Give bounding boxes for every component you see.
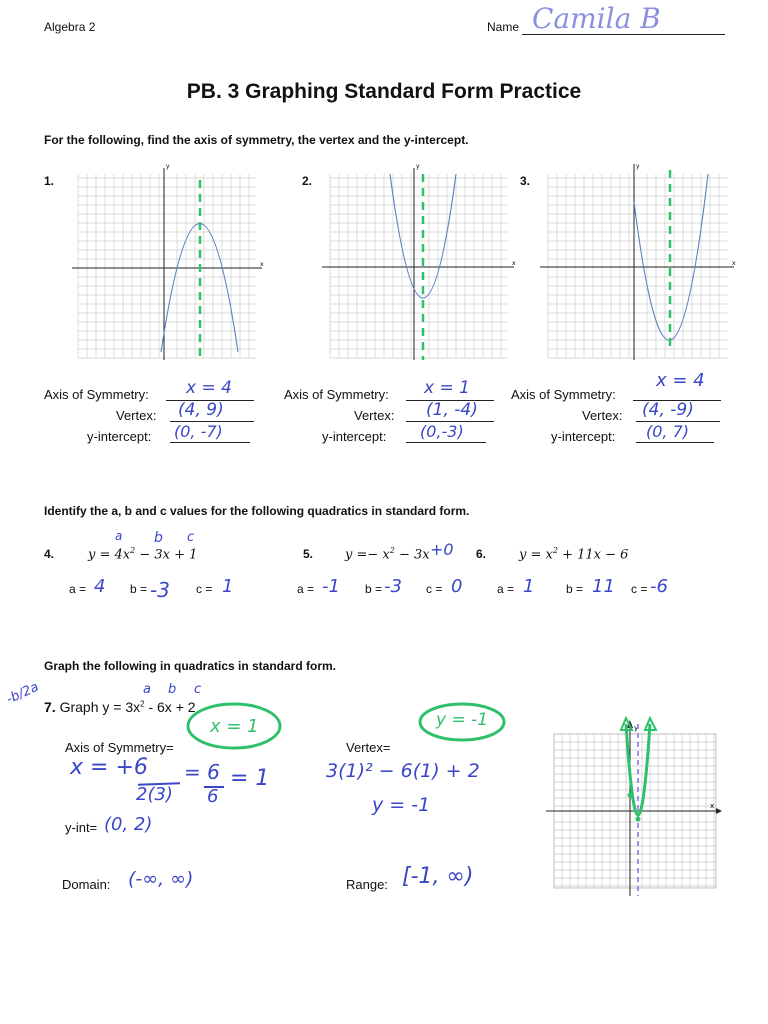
problem-6-b-answer: 11	[592, 576, 615, 597]
problem-4-b-label: b =	[130, 582, 148, 596]
domain-label: Domain:	[62, 877, 111, 892]
problem-3-yint-line	[636, 442, 714, 443]
graph-2-y-label: y	[416, 163, 420, 170]
range-answer: [-1, ∞)	[402, 864, 474, 889]
graph-2-x-label: x	[512, 260, 516, 267]
problem-3-number: 3.	[520, 174, 531, 188]
problem-4-annot-c: c	[187, 530, 195, 545]
problem-5-a-label: a =	[297, 582, 315, 596]
graph-3	[538, 160, 738, 365]
problem-1-axis-label: Axis of Symmetry:	[44, 387, 149, 402]
problem-2-vertex-label: Vertex:	[354, 408, 395, 423]
problem-7-prompt: 7. Graph $y = 3x^2 - 6x + 2$	[44, 699, 196, 715]
problem-1-number: 1.	[44, 174, 55, 188]
problem-1-vertex-label: Vertex:	[116, 408, 157, 423]
problem-3-vertex-label: Vertex:	[582, 408, 623, 423]
problem-3-axis-label: Axis of Symmetry:	[511, 387, 616, 402]
margin-note-formula: -b/2a	[4, 679, 42, 708]
name-signature: Camila B	[532, 2, 661, 35]
problem-2-yint-line	[406, 442, 486, 443]
axis-work-result: = 1	[230, 766, 270, 791]
problem-4-annot-a: a	[115, 529, 123, 543]
graph-7-y-label: y	[634, 724, 639, 732]
graph-2	[318, 160, 518, 365]
problem-1-yint-line	[170, 442, 250, 443]
section1-instruction: For the following, find the axis of symmetry, the vertex and the y-intercept.	[44, 133, 469, 147]
problem-5-equation: $y =- x^2 - 3x$	[345, 546, 430, 563]
problem-2-axis-label: Axis of Symmetry:	[284, 387, 389, 402]
name-label: Name	[487, 20, 520, 34]
yint-label: y-int=	[65, 820, 98, 835]
graph-1-grid	[78, 174, 256, 358]
problem-3-yint-answer: (0, 7)	[646, 422, 690, 441]
section2-instruction: Identify the a, b and c values for the following quadratics in standard form.	[44, 504, 470, 518]
graph-1-x-label: x	[260, 261, 264, 268]
axis-circled-answer: x = 1	[210, 716, 259, 737]
vertex-work-2: y = -1	[372, 794, 431, 816]
problem-4-annot-b: b	[154, 530, 163, 546]
axis-work-x: x = +6	[70, 755, 148, 780]
problem-3-yint-label: y-intercept:	[551, 429, 616, 444]
problem-6-c-answer: -6	[650, 576, 668, 597]
course-label: Algebra 2	[44, 20, 96, 34]
problem-6-equation: $y = x^2 + 11x - 6$	[519, 546, 629, 563]
range-label: Range:	[346, 877, 388, 892]
problem-4-a-label: a =	[69, 582, 87, 596]
axis-work-denominator: 2(3)	[136, 784, 173, 805]
problem-5-c-answer: 0	[451, 576, 463, 597]
section3-instruction: Graph the following in quadratics in standard form.	[44, 659, 337, 673]
problem-1-vertex-answer: (4, 9)	[178, 400, 224, 420]
problem-5-b-answer: -3	[384, 576, 402, 597]
graph-1-y-label: y	[166, 163, 170, 170]
problem-6-b-label: b =	[566, 582, 584, 596]
problem-2-axis-answer: x = 1	[424, 378, 470, 398]
problem-4-a-answer: 4	[94, 576, 106, 597]
problem-4-c-answer: 1	[222, 576, 234, 597]
problem-4-number: 4.	[44, 547, 55, 561]
problem-2-yint-label: y-intercept:	[322, 429, 387, 444]
problem-4-equation: $y = 4x^2 - 3x + 1$	[88, 546, 198, 563]
problem-3-vertex-answer: (4, -9)	[642, 400, 694, 420]
problem-5-b-label: b =	[365, 582, 383, 596]
graph-3-y-label: y	[636, 163, 640, 170]
problem-4-b-answer: -3	[150, 578, 170, 602]
problem-7-annot-b: b	[168, 682, 177, 697]
problem-4-c-label: c =	[196, 582, 213, 596]
problem-1-yint-label: y-intercept:	[87, 429, 152, 444]
problem-6-a-label: a =	[497, 582, 515, 596]
axis-work-den-6: 6	[207, 786, 219, 807]
problem-5-a-answer: -1	[322, 576, 340, 597]
problem-6-number: 6.	[476, 547, 487, 561]
problem-5-number: 5.	[303, 547, 314, 561]
problem-6-c-label: c =	[631, 582, 648, 596]
axis-work-eq-6: = 6	[184, 760, 220, 784]
domain-answer: (-∞, ∞)	[128, 868, 194, 890]
page-title: PB. 3 Graphing Standard Form Practice	[186, 80, 582, 103]
problem-1-yint-answer: (0, -7)	[174, 422, 223, 441]
problem-1-axis-answer: x = 4	[186, 378, 232, 398]
graph-7-vertex-point	[636, 817, 641, 822]
graph-7-x-label: x	[710, 802, 715, 810]
problem-2-yint-answer: (0,-3)	[420, 422, 464, 441]
problem-5-added-term: +0	[430, 540, 454, 559]
graph-2-grid	[330, 174, 508, 358]
problem-7-annot-c: c	[194, 682, 202, 697]
graph-3-x-label: x	[732, 260, 736, 267]
problem-3-axis-answer: x = 4	[656, 370, 705, 391]
axis-symmetry-label: Axis of Symmetry=	[65, 740, 174, 755]
problem-6-a-answer: 1	[523, 576, 535, 597]
problem-2-number: 2.	[302, 174, 313, 188]
graph-7	[546, 712, 722, 896]
yint-answer: (0, 2)	[104, 814, 153, 835]
problem-2-vertex-answer: (1, -4)	[426, 400, 478, 420]
graph-3-grid	[548, 174, 728, 358]
graph-7-yint-point	[628, 793, 633, 798]
vertex-label: Vertex=	[346, 740, 391, 755]
vertex-circled-answer: y = -1	[436, 710, 489, 730]
problem-7-annot-a: a	[143, 682, 151, 697]
graph-1	[66, 160, 266, 365]
vertex-work-1: 3(1)² − 6(1) + 2	[326, 760, 480, 782]
problem-5-c-label: c =	[426, 582, 443, 596]
